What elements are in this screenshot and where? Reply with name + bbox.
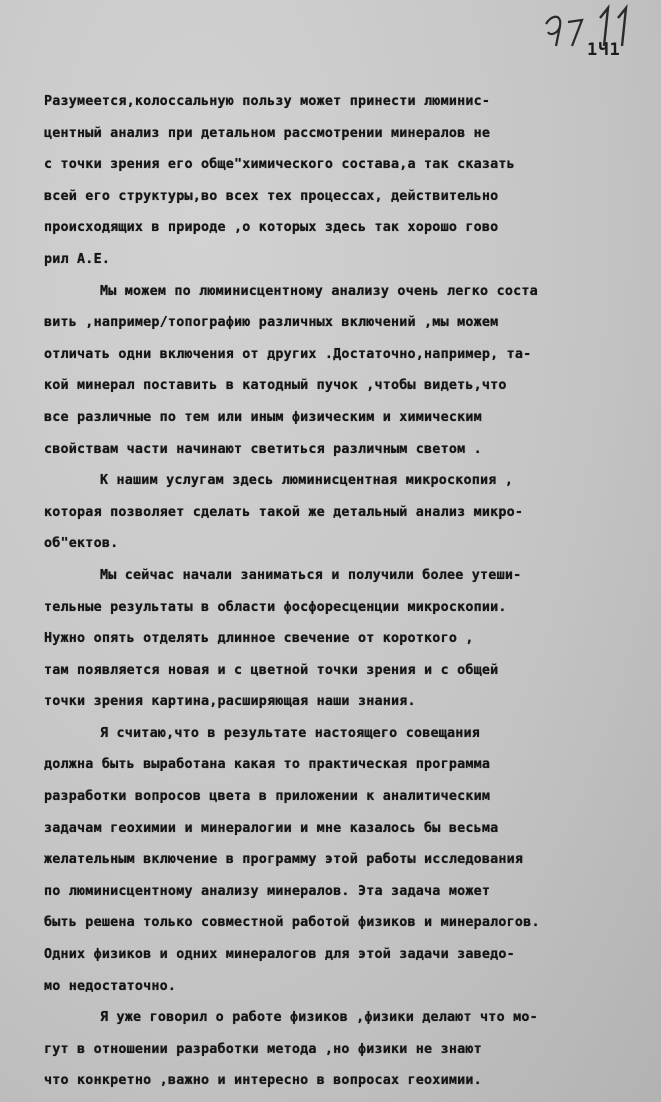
- text-line: задачам геохимии и минералогии и мне казалось бы весьма: [44, 820, 499, 836]
- text-line: что конкретно ,важно и интересно в вопросах геохимии.: [44, 1073, 482, 1089]
- paragraph-6: [44, 1002, 644, 1097]
- text-line: мо недостаточно.: [44, 978, 177, 994]
- text-line: которая позволяет сделать такой же детальный анализ микро-: [44, 504, 524, 520]
- text-line: Мы можем по люминисцентному анализу очень легко соста: [100, 283, 538, 299]
- text-line: быть решена только совместной работой физиков и минералогов.: [44, 915, 540, 931]
- text-line: вить ,например/топографию различных включений ,мы можем: [44, 315, 499, 331]
- text-line: должна быть выработана какая то практическая программа: [44, 757, 491, 773]
- paragraph-2: [44, 276, 644, 466]
- text-line: рил А.Е.: [44, 251, 111, 267]
- text-line: К нашим услугам здесь люминисцентная микроскопия ,: [100, 473, 514, 489]
- text-line: об"ектов.: [44, 536, 119, 552]
- text-line: центный анализ при детальном рассмотрении минералов не: [44, 125, 491, 141]
- text-line: по люминисцентному анализу минералов. Эта задача может: [44, 883, 491, 899]
- text-line: кой минерал поставить в катодный пучок ,чтобы видеть,что: [44, 378, 507, 394]
- typewritten-text: [44, 86, 644, 1097]
- text-line: гут в отношении разработки метода ,но физики не знают: [44, 1041, 482, 1057]
- text-line: всей его структуры,во всех тех процессах, действительно: [44, 188, 499, 204]
- paragraph-1: [44, 86, 644, 276]
- text-line: Одних физиков и одних минералогов для этой задачи заведо-: [44, 947, 515, 963]
- text-line: Разумеется,колоссальную пользу может принести люминис-: [44, 94, 491, 109]
- text-line: там появляется новая и с цветной точки зрения и с общей: [44, 662, 499, 678]
- text-line: происходящих в природе ,о которых здесь так хорошо гово: [44, 220, 499, 236]
- text-line: отличать одни включения от других .Достаточно,например, та-: [44, 346, 532, 362]
- text-line: Мы сейчас начали заниматься и получили более утеши-: [100, 567, 522, 583]
- text-line: все различные по тем или иным физическим и химическим: [44, 409, 482, 425]
- text-line: Я считаю,что в результате настоящего совещания: [100, 725, 481, 741]
- folio-number: 1Ч1: [587, 40, 621, 60]
- text-line: желательным включение в программу этой работы исследования: [44, 852, 524, 868]
- text-line: тельные результаты в области фосфоресценции микроскопии.: [44, 599, 507, 615]
- text-line: точки зрения картина,расширяющая наши знания.: [44, 694, 416, 710]
- text-line: свойствам части начинают светиться различным светом .: [44, 441, 482, 457]
- text-line: Нужно опять отделять длинное свечение от короткого ,: [44, 631, 474, 647]
- text-line: с точки зрения его обще"химического состава,а так сказать: [44, 157, 515, 173]
- text-line: разработки вопросов цвета в приложении к аналитическим: [44, 789, 491, 805]
- paragraph-5: [44, 718, 644, 1002]
- paragraph-4: [44, 560, 644, 718]
- paragraph-3: [44, 465, 644, 560]
- text-line: Я уже говорил о работе физиков ,физики делают что мо-: [100, 1010, 538, 1026]
